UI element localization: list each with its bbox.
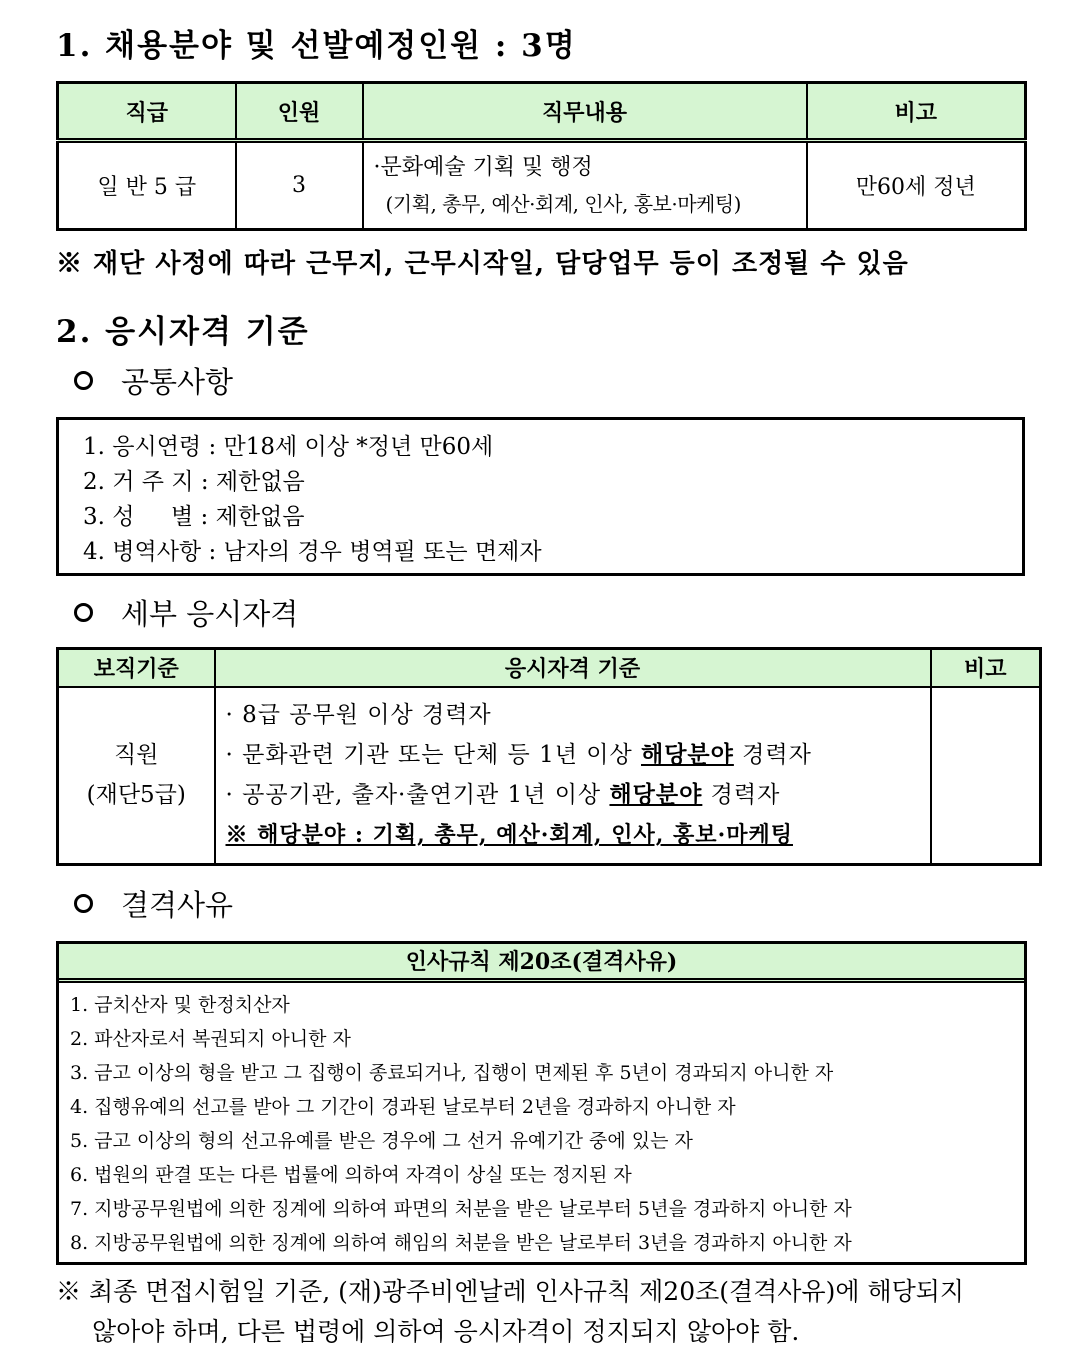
grade-cell: 일 반 5 급 bbox=[58, 141, 236, 230]
header-count: 인원 bbox=[236, 83, 363, 141]
note-cell: 만60세 정년 bbox=[807, 141, 1026, 230]
detail-qualification-table bbox=[56, 647, 1042, 866]
disqualification-item: 8. 지방공무원법에 의한 징계에 의하여 해임의 처분을 받은 날로부터 3년을 경과하지 아니한 자 bbox=[70, 1232, 852, 1254]
final-notice bbox=[56, 1272, 964, 1352]
disqualification-item: 3. 금고 이상의 형을 받고 그 집행이 종료되거나, 집행이 면제된 후 5년이 경과되지 아니한 자 bbox=[70, 1062, 834, 1084]
header-position: 보직기준 bbox=[58, 649, 215, 687]
position-line-1: 직원 bbox=[114, 742, 159, 769]
duty-line-1: ·문화예술 기획 및 행정 bbox=[373, 154, 593, 180]
criteria-item-2-pre: · 문화관련 기관 또는 단체 등 1년 이상 bbox=[225, 742, 641, 769]
criteria-cell bbox=[215, 687, 931, 865]
header-grade: 직급 bbox=[58, 83, 236, 141]
position-line-2: (재단5급) bbox=[86, 782, 186, 809]
header-remark: 비고 bbox=[931, 649, 1041, 687]
disqualification-item: 5. 금고 이상의 형의 선고유예를 받은 경우에 그 선거 유예기간 중에 있는 자 bbox=[70, 1130, 693, 1152]
criteria-item-2 bbox=[226, 735, 930, 775]
final-notice-line-1: ※ 최종 면접시험일 기준, (재)광주비엔날레 인사규칙 제20조(결격사유)에 해당되지 bbox=[56, 1277, 965, 1306]
disqualification-item: 6. 법원의 판결 또는 다른 법률에 의하여 자격이 상실 또는 정지된 자 bbox=[70, 1164, 632, 1186]
disqualification-item: 4. 집행유예의 선고를 받아 그 기간이 경과된 날로부터 2년을 경과하지 아니한 자 bbox=[70, 1096, 736, 1118]
subheading-disqualification-label: 결격사유 bbox=[121, 888, 234, 922]
disqualification-list bbox=[59, 983, 1024, 1260]
disqualification-box-title: 인사규칙 제20조(결격사유) bbox=[59, 944, 1024, 983]
criteria-item-1: · 8급 공무원 이상 경력자 bbox=[225, 702, 492, 729]
criteria-item-3-field: 해당분야 bbox=[609, 781, 703, 809]
subheading-detail-label: 세부 응시자격 bbox=[121, 597, 299, 631]
duty-line-2: (기획, 총무, 예산·회계, 인사, 홍보·마케팅) bbox=[385, 191, 741, 216]
header-duty: 직무내용 bbox=[363, 83, 807, 141]
section-title-qualification: 2. 응시자격 기준 bbox=[56, 314, 310, 350]
common-item-gender: 3. 성 별 : 제한없음 bbox=[83, 504, 305, 530]
final-notice-line-2: 않아야 하며, 다른 법령에 의하여 응시자격이 정지되지 않아야 함. bbox=[92, 1317, 800, 1346]
header-note: 비고 bbox=[807, 83, 1026, 141]
common-item-residence: 2. 거 주 지 : 제한없음 bbox=[83, 469, 305, 495]
remark-cell bbox=[931, 687, 1041, 865]
header-criteria: 응시자격 기준 bbox=[215, 649, 931, 687]
common-criteria-box bbox=[56, 417, 1025, 576]
duty-cell bbox=[363, 141, 807, 230]
position-cell bbox=[58, 687, 215, 865]
disqualification-item: 1. 금치산자 및 한정치산자 bbox=[70, 994, 290, 1016]
criteria-item-field-note: ※ 해당분야 : 기획, 총무, 예산·회계, 인사, 홍보·마케팅 bbox=[225, 822, 793, 849]
subheading-common bbox=[74, 360, 233, 401]
circle-bullet-icon bbox=[74, 371, 93, 390]
criteria-item-2-post: 경력자 bbox=[733, 742, 812, 769]
common-item-age: 1. 응시연령 : 만18세 이상 *정년 만60세 bbox=[83, 434, 494, 460]
circle-bullet-icon bbox=[74, 603, 93, 622]
criteria-item-3-post: 경력자 bbox=[702, 782, 781, 809]
subheading-common-label: 공통사항 bbox=[121, 365, 234, 399]
disqualification-item: 2. 파산자로서 복권되지 아니한 자 bbox=[70, 1028, 351, 1050]
circle-bullet-icon bbox=[74, 894, 93, 913]
disqualification-box bbox=[56, 941, 1027, 1265]
adjustment-notice: ※ 재단 사정에 따라 근무지, 근무시작일, 담당업무 등이 조정될 수 있음 bbox=[56, 249, 909, 279]
criteria-item-3-pre: · 공공기관, 출자·출연기관 1년 이상 bbox=[225, 782, 610, 809]
subheading-disqualification bbox=[74, 883, 233, 924]
disqualification-item: 7. 지방공무원법에 의한 징계에 의하여 파면의 처분을 받은 날로부터 5년을 경과하지 아니한 자 bbox=[70, 1198, 852, 1220]
section-title-recruitment: 1. 채용분야 및 선발예정인원 : 3명 bbox=[56, 28, 577, 64]
count-cell: 3 bbox=[236, 141, 363, 230]
criteria-item-2-field: 해당분야 bbox=[641, 741, 734, 769]
subheading-detail bbox=[74, 592, 298, 633]
common-item-military: 4. 병역사항 : 남자의 경우 병역필 또는 면제자 bbox=[83, 539, 542, 565]
recruitment-table bbox=[56, 81, 1027, 231]
criteria-item-3 bbox=[226, 775, 930, 815]
